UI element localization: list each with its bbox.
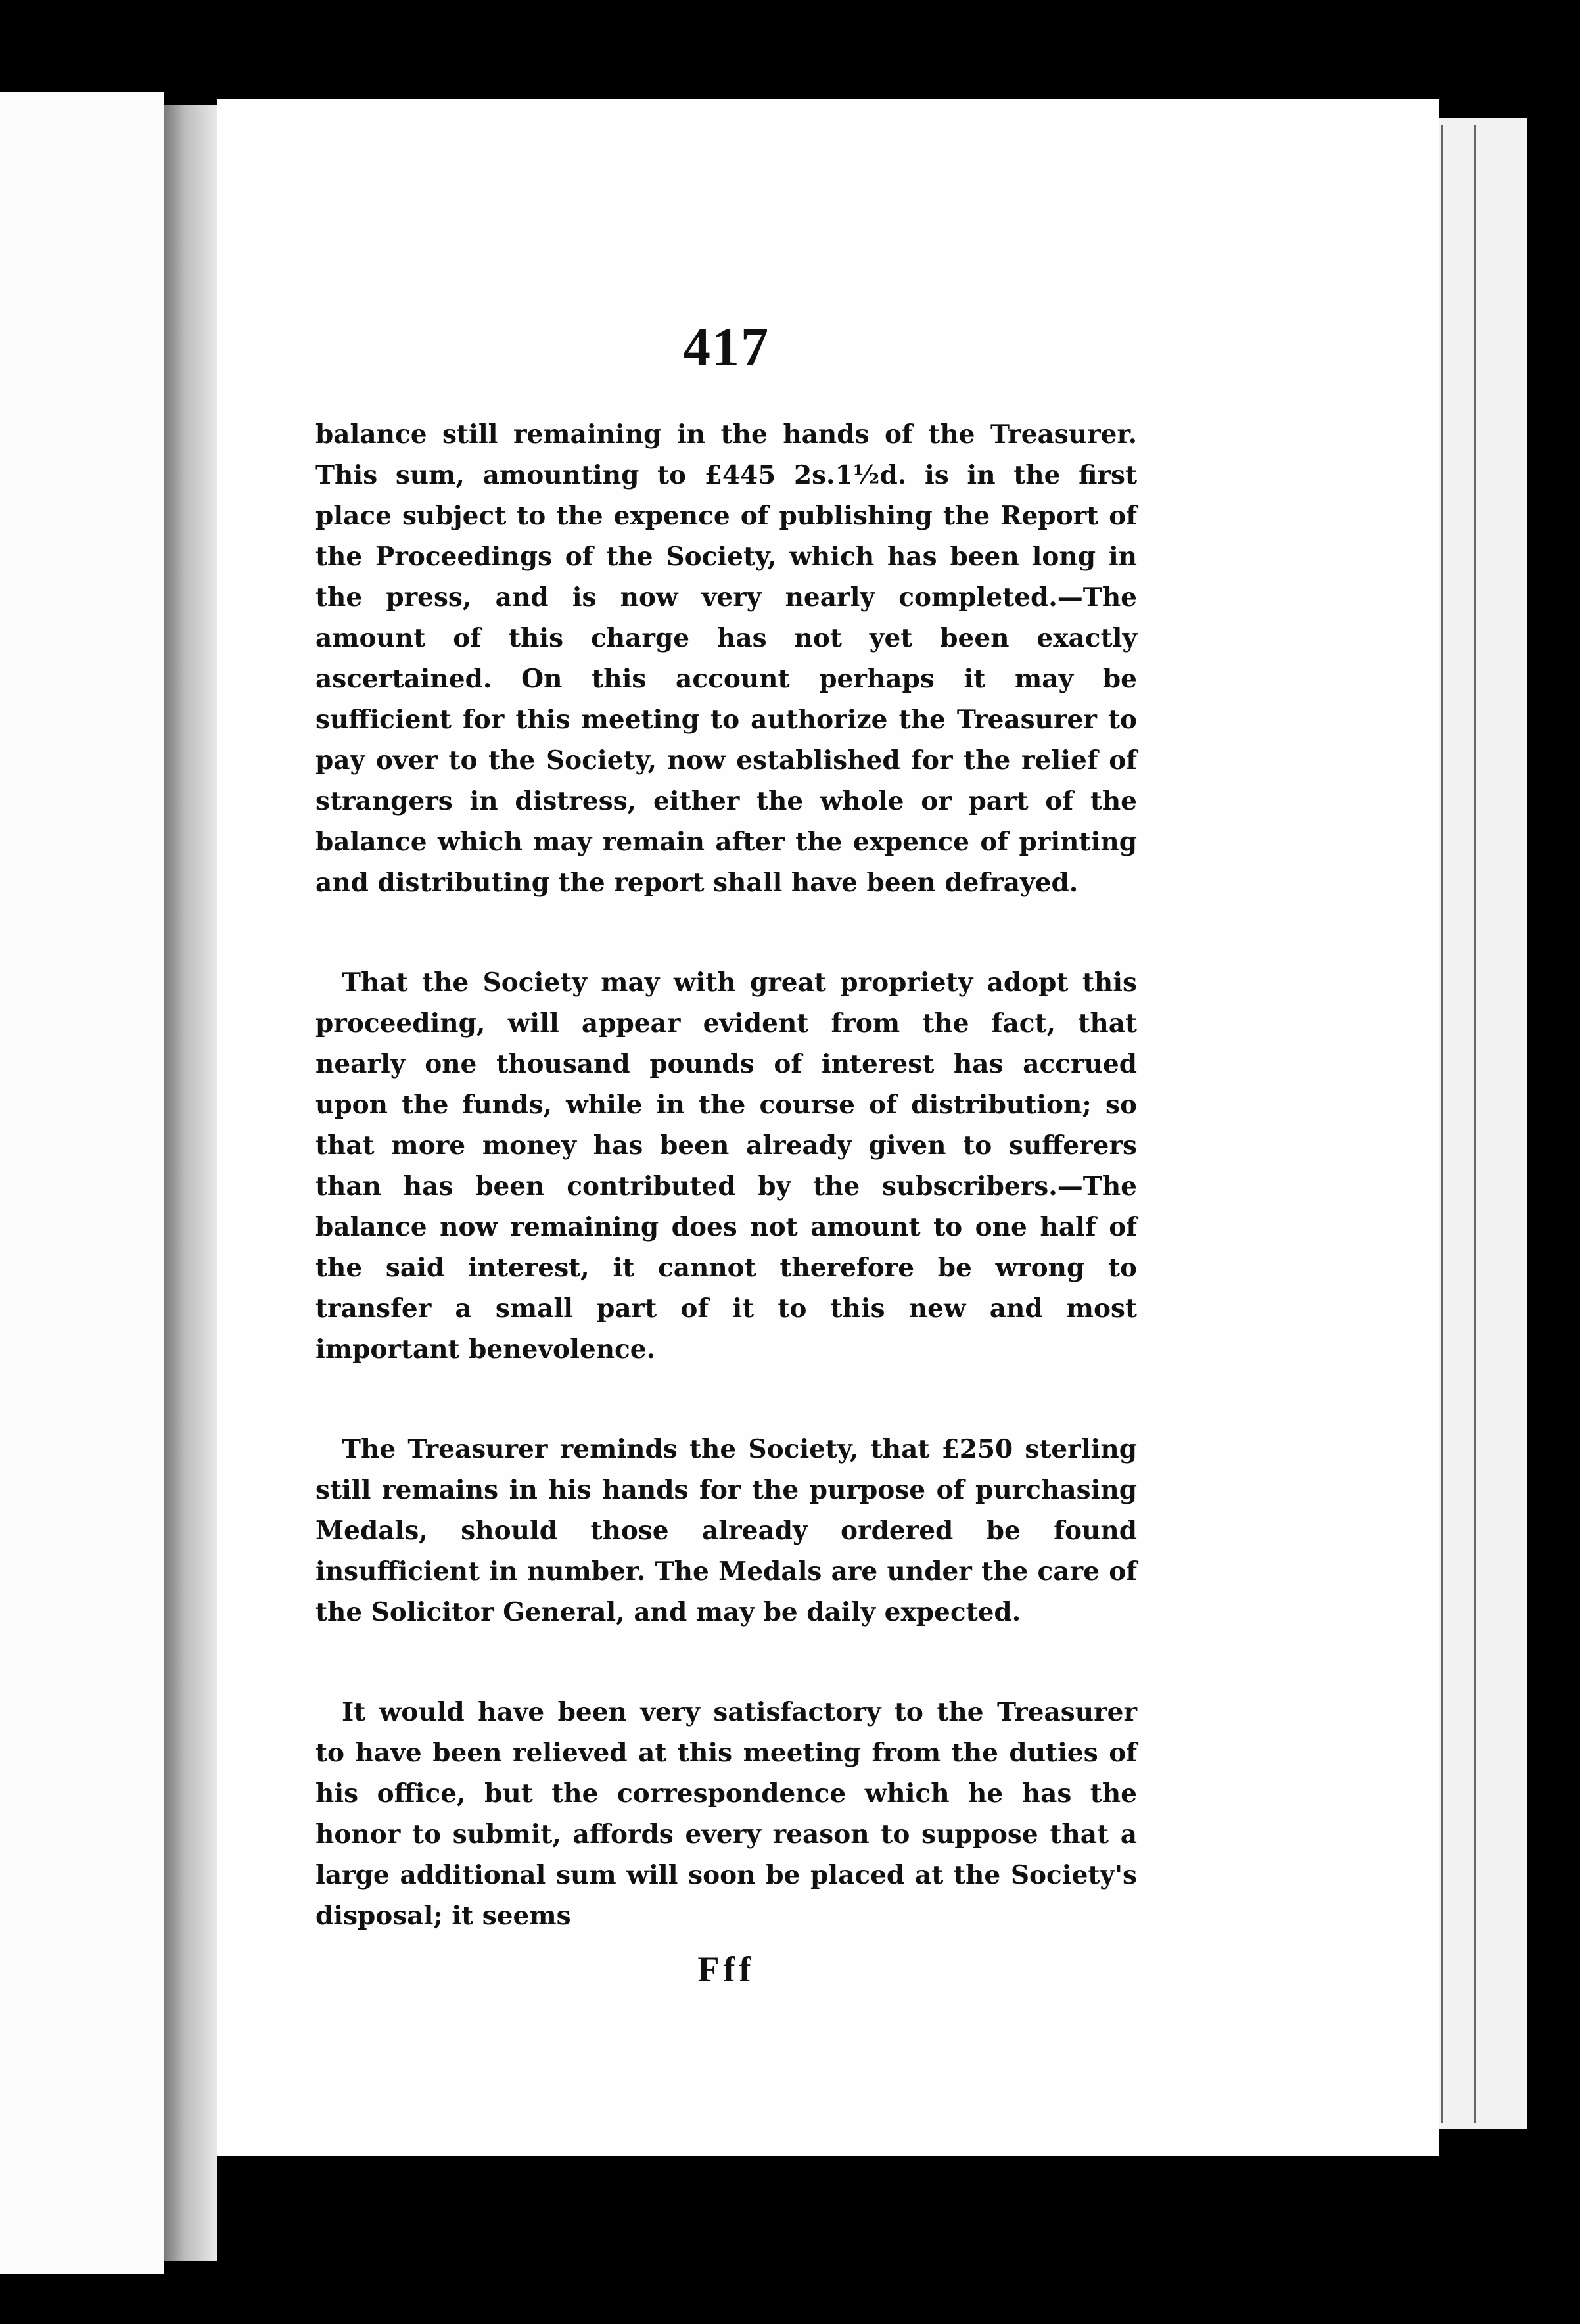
paragraph-3: The Treasurer reminds the Society, that £250 sterling still remains in his hands for the purpose of purchasing Medals, should those already ordered be found insufficient in number. The Medals are under the care of the Solicitor General, and may be daily expected. [315,1434,1137,1627]
book-gutter [164,105,217,2261]
page-number: 417 [683,317,770,378]
paragraph-4: It would have been very satisfactory to the Treasurer to have been relieved at this meeting from the duties of his office, but the correspondence which he has the honor to submit, affords every reason to suppose that a large additional sum will soon be placed at the Society's disposal; it seems [315,1697,1137,1931]
body-text [315,414,1137,1995]
paragraph-1: balance still remaining in the hands of the Treasurer. This sum, amounting to £445 2s.1½d. is in the first place subject to the expence of publishing the Report of the Proceedings of the Society, which has been long in the press, and is now very nearly completed.—The amount of this charge has not yet been exactly ascertained. On this account perhaps it may be sufficient for this meeting to authorize the Treasurer to pay over to the Society, now established for the relief of strangers in distress, either the whole or part of the balance which may remain after the expence of printing and distributing the report shall have been defrayed. [315,419,1137,898]
signature-mark: Fff [697,1949,755,1989]
book-page [217,99,1439,2156]
facing-page [0,92,164,2274]
paragraph-2: That the Society may with great propriety adopt this proceeding, will appear evident from the fact, that nearly one thousand pounds of interest has accrued upon the funds, while in the course of distribution; so that more money has been already given to sufferers than has been contributed by the subscribers.—The balance now remaining does not amount to one half of the said interest, it cannot therefore be wrong to transfer a small part of it to this new and most important benevolence. [315,967,1137,1364]
